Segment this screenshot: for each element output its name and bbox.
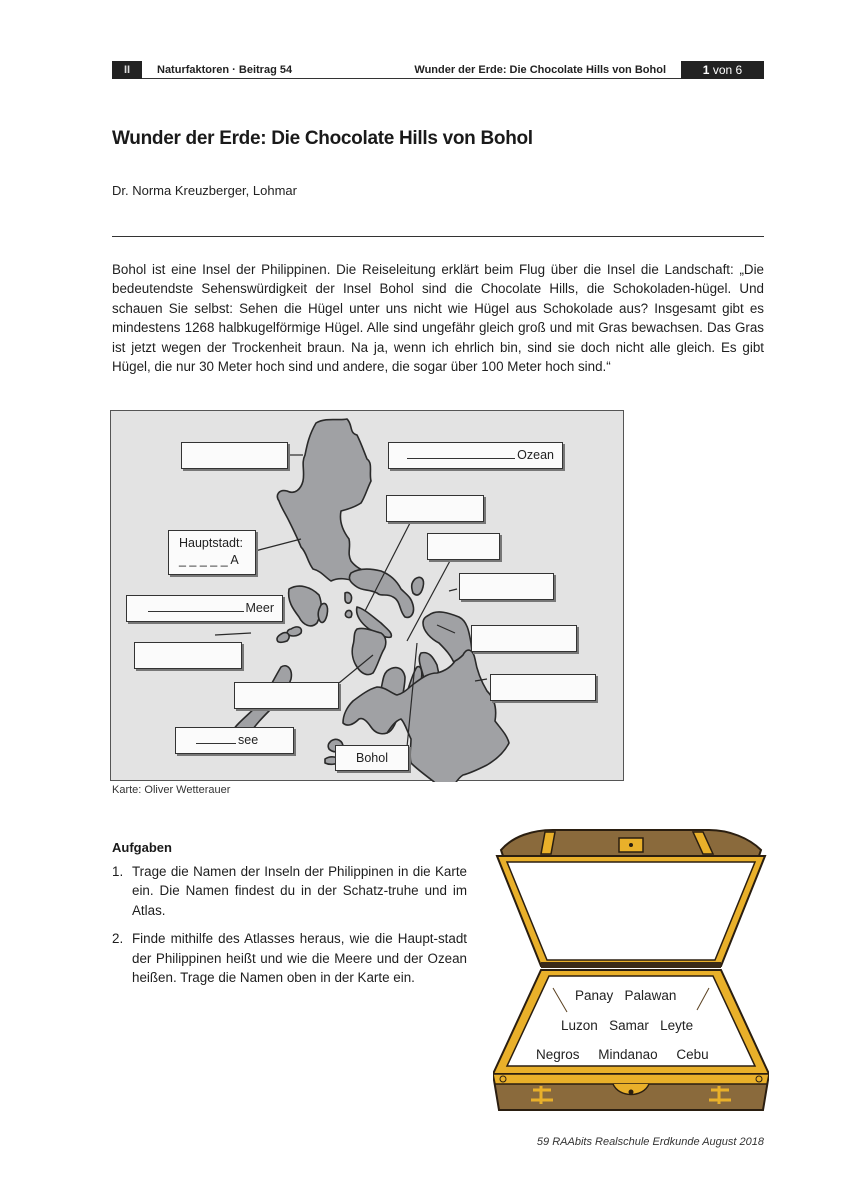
label-box-capital[interactable]	[168, 530, 256, 575]
blank-line	[148, 600, 244, 612]
label-box-palawan[interactable]	[134, 642, 242, 669]
island-luzon	[277, 419, 373, 582]
task-item	[112, 862, 467, 920]
page-number: 1	[702, 63, 710, 77]
tasks-heading: Aufgaben	[112, 840, 172, 855]
blank-line	[196, 732, 236, 744]
label-box-samar[interactable]	[459, 573, 554, 600]
blank-line	[407, 447, 515, 459]
label-box-negros[interactable]	[234, 682, 339, 709]
header-title: Wunder der Erde: Die Chocolate Hills von Bohol	[414, 64, 666, 76]
label-box-bicol-region[interactable]	[427, 533, 500, 560]
article-title: Wunder der Erde: Die Chocolate Hills von Bohol	[112, 128, 533, 149]
footer-credit: 59 RAAbits Realschule Erdkunde August 2018	[536, 1136, 764, 1148]
task-list	[112, 862, 467, 996]
island-small-1	[318, 603, 327, 622]
task-number: 2.	[112, 931, 124, 947]
treasure-chest	[493, 822, 769, 1112]
sea-suffix: Meer	[245, 601, 274, 615]
island-catanduanes	[412, 577, 424, 595]
word-luzon: Luzon	[561, 1018, 598, 1033]
label-box-samar-region[interactable]	[386, 495, 484, 522]
word-cebu: Cebu	[676, 1047, 709, 1062]
page-total: von 6	[712, 63, 743, 77]
word-panay: Panay	[575, 988, 614, 1003]
map-caption: Karte: Oliver Wetterauer	[112, 784, 231, 796]
capital-hint: _ _ _ _ _ A	[179, 553, 239, 567]
page-header	[112, 61, 764, 79]
label-box-lake[interactable]	[175, 727, 294, 754]
bohol-label: Bohol	[356, 751, 388, 765]
label-box-leyte[interactable]	[471, 625, 577, 652]
word-leyte: Leyte	[660, 1018, 694, 1033]
word-mindanao: Mindanao	[598, 1047, 658, 1062]
island-ticao	[345, 592, 352, 603]
label-box-luzon[interactable]	[181, 442, 288, 469]
label-box-bohol	[335, 745, 409, 771]
section-badge: II	[112, 61, 142, 79]
treasure-chest-drawing	[493, 822, 769, 1112]
task-text: Finde mithilfe des Atlasses heraus, wie die Haupt-stadt der Philippinen heißt und wie die Meere und der Ozean heißen. Trage die Namen oben in der Karte ein.	[132, 931, 467, 986]
author-line: Dr. Norma Kreuzberger, Lohmar	[112, 183, 297, 198]
word-negros: Negros	[536, 1047, 580, 1062]
lake-suffix: see	[238, 733, 259, 747]
island-small-2	[345, 610, 351, 617]
label-box-sea[interactable]	[126, 595, 283, 622]
label-box-ocean[interactable]	[388, 442, 563, 469]
word-row-1	[575, 988, 676, 1003]
page-indicator	[681, 61, 764, 79]
ocean-suffix: Ozean	[517, 448, 554, 462]
label-box-mindanao[interactable]	[490, 674, 596, 701]
philippines-map	[110, 410, 624, 781]
capital-label: Hauptstadt:	[179, 536, 243, 550]
task-text: Trage die Namen der Inseln der Philippinen in die Karte ein. Die Namen findest du in der Schatz-truhe und im Atlas.	[132, 864, 467, 918]
task-number: 1.	[112, 864, 124, 879]
task-item	[112, 929, 467, 987]
series-label: Naturfaktoren · Beitrag 54	[157, 64, 293, 76]
island-busuanga	[277, 633, 289, 643]
word-palawan: Palawan	[624, 988, 677, 1003]
word-row-2	[561, 1018, 693, 1033]
divider	[112, 236, 764, 237]
intro-paragraph: Bohol ist eine Insel der Philippinen. Die Reiseleitung erklärt beim Flug über die Insel die Landschaft: „Die bedeutendste Sehenswürdigkeit der Insel Bohol sind die Chocolate Hills, die Schokoladen-hügel. Und schauen Sie selbst: Sehen die Hügel unter uns nicht wie Hügel aus Schokolade aus? Insgesamt gibt es mindestens 1268 halbkugelförmige Hügel. Alle sind ungefähr gleich groß und mit Gras bewachsen. Das Gras ist jetzt wegen der Trockenheit braun. Na ja, wenn ich ehrlich bin, sind sie doch nicht alle gleich. Es gibt Hügel, die nur 30 Meter hoch sind und andere, die sogar über 100 Meter hoch sind.“	[112, 262, 764, 375]
word-row-3	[536, 1047, 709, 1062]
island-mindoro	[289, 586, 322, 626]
word-samar: Samar	[609, 1018, 649, 1033]
